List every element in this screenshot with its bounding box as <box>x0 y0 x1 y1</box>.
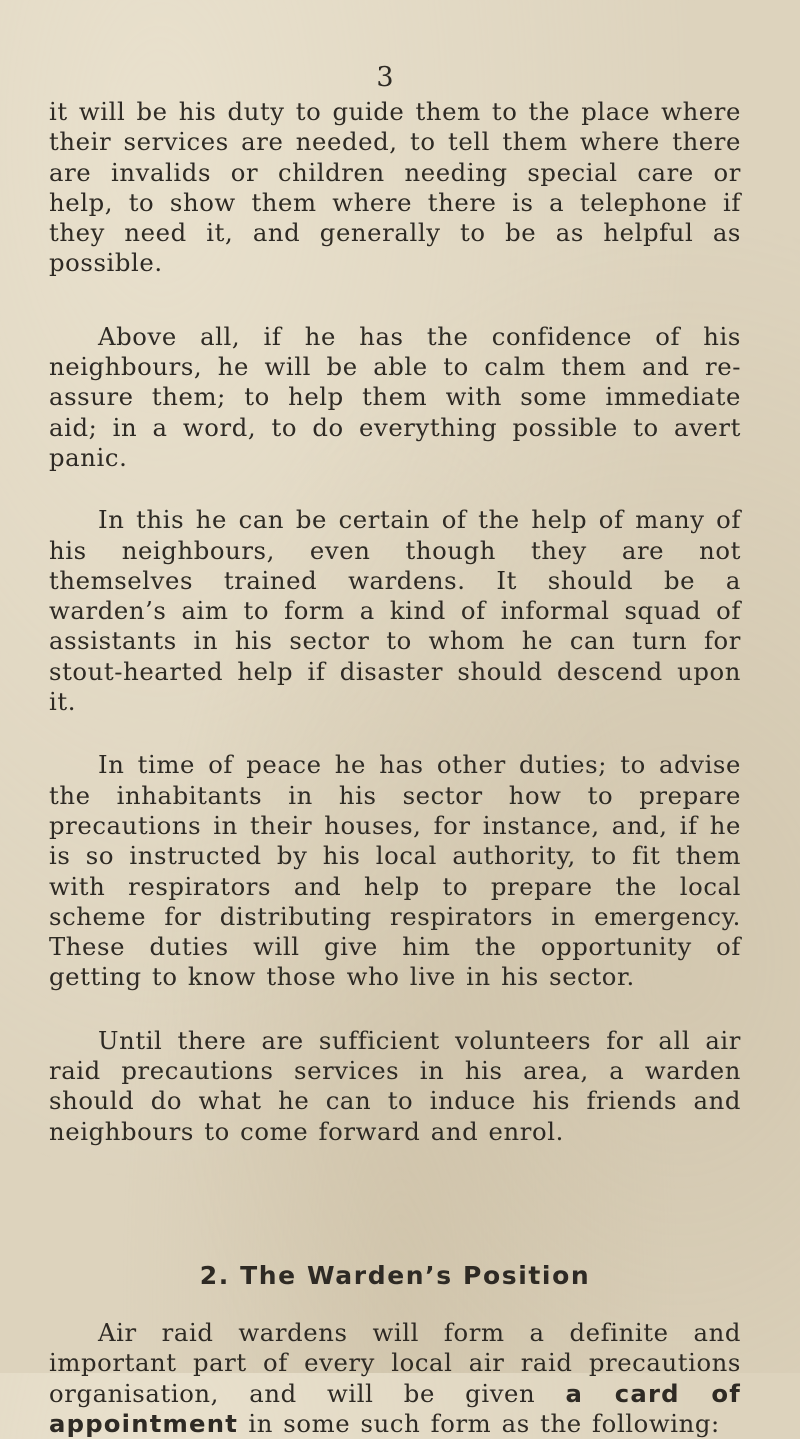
paragraph-informal-squad: In this he can be certain of the help of many of his neighbours, even though they are not themselves trained wardens. It should be a warden’s aim to form a kind of informal squad of assistants in his sector to whom he can turn for stout-hearted help if disaster should descend upon it. <box>49 505 741 717</box>
paragraph-text-before: Air raid wardens will form a definite and important part of every local air raid precautions organisation, and will be given <box>49 1317 741 1408</box>
paragraph-duty-to-guide: it will be his duty to guide them to the place where their services are needed, to tell them where there are invalids or children needing special care or help, to show them where there is a telephone if they need it, and generally to be as helpful as possible. <box>49 97 741 278</box>
card-of-appointment-emphasis: a card of appointment <box>49 1378 741 1438</box>
body-text <box>49 97 741 1439</box>
paragraph-peace-duties: In time of peace he has other duties; to advise the inhabitants in his sector how to prepare precautions in their houses, for instance, and, if he is so instructed by his local authority, to fit them with respirators and help to prepare the local scheme for distributing respirators in emergency. These duties will give him the opportunity of getting to know those who live in his sector. <box>49 750 741 992</box>
paragraph-volunteers: Until there are sufficient volunteers for all air raid precautions services in his area, a warden should do what he can to induce his friends and neighbours to come forward and enrol. <box>49 1025 741 1146</box>
paragraph-text-after: in some such form as the following: <box>248 1408 720 1438</box>
paragraph-card-of-appointment <box>49 1318 741 1439</box>
paragraph-confidence-of-neighbours: Above all, if he has the confidence of his neighbours, he will be able to calm them and re-assure them; to help them with some immediate aid; in a word, to do everything possible to avert panic. <box>49 321 741 472</box>
section-heading: 2. The Warden’s Position <box>199 1260 591 1290</box>
page-number: 3 <box>376 62 394 93</box>
